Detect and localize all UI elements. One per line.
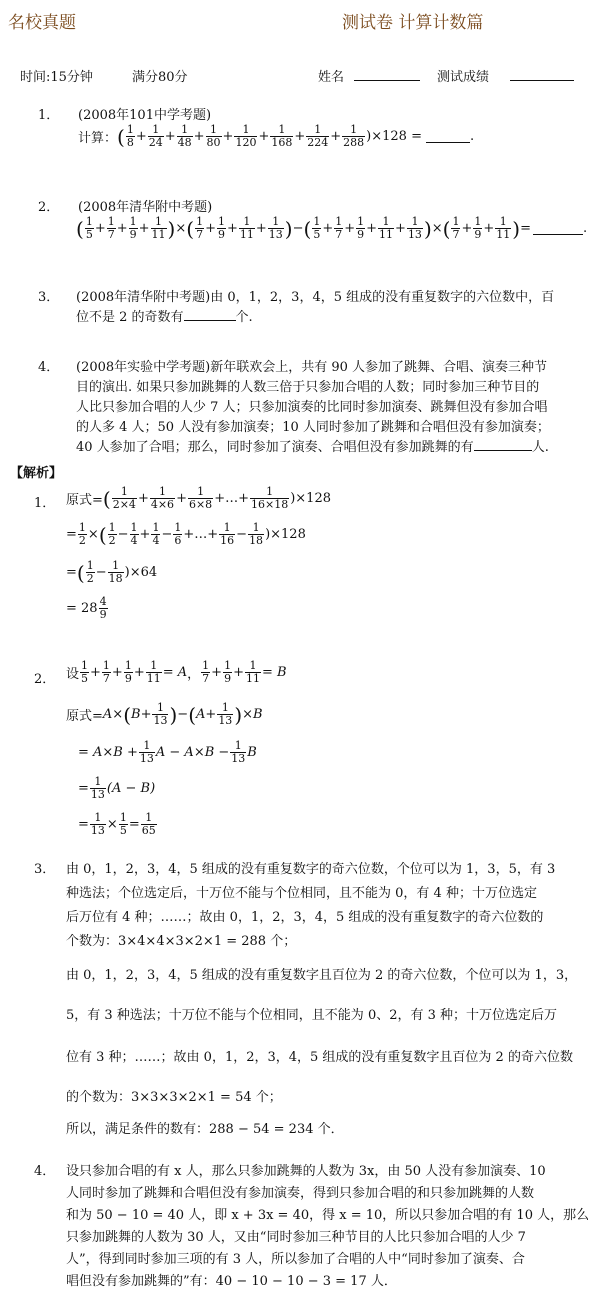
a1-row-2-fraction: $\frac{1}{16}$ [220,521,235,547]
a2-row-3-start: = A×B + [78,745,138,760]
a3-line-7: 位有 3 种；……；故由 0，1，2，3，4，5 组成的没有重复数字且百位为 2 的奇六位数 [66,1050,573,1065]
a1-row-1-fraction: $\frac{1}{2\times 4}$ [112,485,136,511]
q2-g2-fraction: $\frac{1}{9}$ [217,215,225,241]
result-blank[interactable] [510,80,574,81]
a2-answer-den: 65 [141,824,156,837]
a1-result-num: 4 [99,595,107,608]
q2-g4-fraction: $\frac{1}{7}$ [452,215,460,241]
q1-fraction: $\frac{1}{8}$ [126,123,134,149]
q1-fractions: $\frac{1}{8}$ + $\frac{1}{24}$ + $\frac{1}{48}$ + $\frac{1}{80}$ + $\frac{1}{120}$ + $\frac{1}{168}$ + $\frac{1}{224}$ + $\frac{1}{288}$ [126,123,365,149]
a2-row-3-end: B [247,745,257,760]
full-score-label: 满分80分 [132,70,188,85]
a3-line-8: 的个数为：3×3×3×2×1 = 54 个； [66,1090,282,1105]
q2-g4-fraction: $\frac{1}{11}$ [496,215,511,241]
a1-row-3-suffix: )×64 [124,565,158,580]
q2-group-4: $\frac{1}{7}$ + $\frac{1}{9}$ + $\frac{1}{11}$ [452,215,511,241]
a3-line-4: 个数为：3×4×4×3×2×1 = 288 个； [66,934,297,949]
q4-line-3: 人比只参加合唱的人少 7 人；只参加演奏的比同时参加演奏、跳舞但没有参加合唱 [76,400,548,415]
a1-row-3: = ( $\frac{1}{2}$ − $\frac{1}{18}$ )×64 [66,559,158,585]
a3-line-6: 5，有 3 种选法；十万位不能与个位相同，且不能为 0、2，有 3 种；十万位选定后万 [66,1008,558,1023]
q4-line-5-text: 40 人参加了合唱；那么，同时参加了演奏、合唱但没有参加跳舞的有 [76,440,474,455]
name-blank[interactable] [354,80,420,81]
q2-g1-fraction: $\frac{1}{5}$ [85,215,93,241]
q4-line-1: (2008年实验中学考题)新年联欢会上，共有 90 人参加了跳舞、合唱、演奏三种节 [76,360,548,375]
time-label: 时间:15分钟 [20,70,93,85]
a1-row-1: 原式= ( $\frac{1}{2\times 4}$ + $\frac{1}{4\times 6}$ + $\frac{1}{6\times 8}$ + … + $\frac{1}{16\times 18}$ )×128 [66,485,331,511]
q3-line-1: (2008年清华附中考题)由 0，1，2，3，4，5 组成的没有重复数字的六位数中，百 [76,290,555,305]
a3-line-2: 种选法；个位选定后，十万位不能与个位相同，且不能为 0，有 4 种；十万位选定 [66,886,537,901]
a1-row-2-fraction: $\frac{1}{2}$ [108,521,116,547]
a2-row-4-end: (A − B) [106,781,156,796]
analysis-title: 【解析】 [10,466,63,481]
q1-answer-blank[interactable] [426,130,470,143]
a1-row-2-fraction: $\frac{1}{18}$ [249,521,264,547]
a4-number: 4． [34,1164,56,1179]
a1-row-2-fractions: $\frac{1}{2}$ − $\frac{1}{4}$ + $\frac{1}{4}$ − $\frac{1}{6}$ + … + $\frac{1}{16}$ − $\frac{1}{18}$ [108,521,264,547]
q1-suffix: )×128 = [366,129,422,144]
a2-number: 2． [34,672,56,687]
q2-g2-fraction: $\frac{1}{7}$ [196,215,204,241]
q2-g4-fraction: $\frac{1}{9}$ [474,215,482,241]
a4-line-5: 人”，得到同时参加三项的有 3 人，所以参加了合唱的人中“同时参加了演奏、合 [66,1252,525,1267]
a1-row-1-suffix: )×128 [290,491,331,506]
q1-fraction: $\frac{1}{288}$ [343,123,365,149]
a4-line-2: 人同时参加了跳舞和合唱但没有参加演奏，得到只参加合唱的和只参加跳舞的人数 [66,1186,535,1201]
q2-answer-blank[interactable] [533,222,583,235]
a2-equals-b: = B [261,665,287,680]
q1-fraction: $\frac{1}{224}$ [307,123,329,149]
q3-number: 3． [38,290,60,305]
a2-row-3-mid: A − A×B − [155,745,230,760]
q2-g3-fraction: $\frac{1}{7}$ [335,215,343,241]
a2-equals-a: = A [162,665,188,680]
a2-set-label: 设 [66,667,80,682]
a1-result-whole: = 28 [66,601,98,616]
q4-answer-blank[interactable] [474,438,532,451]
q1-fraction: $\frac{1}{120}$ [235,123,257,149]
q4-line-4: 的人多 4 人；50 人没有参加演奏；10 人同时参加了跳舞和合唱但没有参加演奏； [76,420,550,435]
a1-row-1-fraction: $\frac{1}{4\times 6}$ [150,485,175,511]
a3-line-1: 由 0，1，2，3，4，5 组成的没有重复数字的奇六位数，个位可以为 1，3，5，有 3 [66,862,556,877]
q2-g1-fraction: $\frac{1}{11}$ [151,215,166,241]
a1-row-2-fraction: $\frac{1}{4}$ [130,521,138,547]
q1-fraction: $\frac{1}{48}$ [177,123,192,149]
a2-equals: = [128,817,140,832]
a2-row-4: = $\frac{1}{13}$ (A − B) [78,775,156,801]
q1-prefix: 计算： [78,131,118,146]
result-label: 测试成绩 [437,70,490,85]
a3-line-9: 所以，满足条件的数有：288 − 54 = 234 个． [66,1122,344,1137]
a1-row-2-suffix: )×128 [265,527,306,542]
a1-result-den: 9 [99,608,107,621]
a4-line-1: 设只参加合唱的有 x 人，那么只参加跳舞的人数为 3x，由 50 人没有参加演奏、10 [66,1164,546,1179]
a1-row-4 [66,596,109,621]
header-right-title: 测试卷 计算计数篇 [342,13,484,33]
a1-row-2-fraction: $\frac{1}{4}$ [152,521,160,547]
q2-g2-fraction: $\frac{1}{13}$ [268,215,283,241]
q3-line-2 [76,306,253,325]
a2-times: × [106,817,118,832]
q1-expression: 计算： ( $\frac{1}{8}$ + $\frac{1}{24}$ + $\frac{1}{48}$ + $\frac{1}{80}$ + $\frac{1}{120}$ + $\frac{1}{168}$ + $\frac{1}{224}$ + $\frac{1}{288}$ )×128 = . [78,123,475,149]
q1-number: 1． [38,108,60,123]
a2-row-3: = A×B + $\frac{1}{13}$ A − A×B − $\frac{1}{13}$ B [78,739,257,765]
a1-row-1-fraction: $\frac{1}{6\times 8}$ [188,485,213,511]
a1-number: 1． [34,496,56,511]
a1-row-2-fraction: $\frac{1}{6}$ [174,521,182,547]
q2-number: 2． [38,200,60,215]
a1-row-1-fraction: $\frac{1}{16\times 18}$ [251,485,289,511]
a1-row-2: = $\frac{1}{2}$ × ( $\frac{1}{2}$ − $\frac{1}{4}$ + $\frac{1}{4}$ − $\frac{1}{6}$ + … + $\frac{1}{16}$ − $\frac{1}{18}$ )×128 [66,521,306,547]
a3-line-3: 后万位有 4 种；……；故由 0，1，2，3，4，5 组成的没有重复数字的奇六位数的 [66,910,544,925]
q1-source: (2008年101中学考题) [78,108,212,123]
q2-group-2: $\frac{1}{7}$ + $\frac{1}{9}$ + $\frac{1}{11}$ + $\frac{1}{13}$ [196,215,283,241]
name-label: 姓名 [318,70,345,85]
q2-expression: ( $\frac{1}{5}$ + $\frac{1}{7}$ + $\frac{1}{9}$ + $\frac{1}{11}$ ) × ( $\frac{1}{7}$ + $\frac{1}{9}$ + $\frac{1}{11}$ + $\frac{1}{13}$ ) − ( $\frac{1}{5}$ + $\frac{1}{7}$ + $\frac{1}{9}$ + $\frac{1}{11}$ + $\frac{1}{13}$ ) × ( $\frac{1}{7}$ + $\frac{1}{9}$ + $\frac{1}{11}$ ) = . [76,215,588,241]
a2-row-1: 设 $\frac{1}{5}$ + $\frac{1}{7}$ + $\frac{1}{9}$ + $\frac{1}{11}$ = A ， $\frac{1}{7}$ + $\frac{1}{9}$ + $\frac{1}{11}$ = B [66,659,287,685]
q1-fraction: $\frac{1}{24}$ [148,123,163,149]
q4-line-5 [76,436,549,455]
a3-line-5: 由 0，1，2，3，4，5 组成的没有重复数字且百位为 2 的奇六位数，个位可以为 1，3， [66,968,578,983]
q2-g3-fraction: $\frac{1}{13}$ [407,215,422,241]
q2-g1-fraction: $\frac{1}{9}$ [129,215,137,241]
q4-number: 4． [38,360,60,375]
a2-row-5: = $\frac{1}{13}$ × $\frac{1}{5}$ = $\frac{1}{65}$ [78,811,156,837]
q2-group-3: $\frac{1}{5}$ + $\frac{1}{7}$ + $\frac{1}{9}$ + $\frac{1}{11}$ + $\frac{1}{13}$ [313,215,422,241]
a4-line-4: 只参加跳舞的人数为 30 人，又由“同时参加三种节目的人比只参加合唱的人少 7 [66,1230,526,1245]
q1-fraction: $\frac{1}{80}$ [206,123,221,149]
a2-label: 原式= [66,709,103,724]
q1-fraction: $\frac{1}{168}$ [271,123,293,149]
q3-answer-blank[interactable] [184,308,236,321]
q2-g3-fraction: $\frac{1}{5}$ [313,215,321,241]
q2-g1-fraction: $\frac{1}{7}$ [107,215,115,241]
q3-line-2-text: 位不是 2 的奇数有 [76,310,184,325]
q2-group-1: $\frac{1}{5}$ + $\frac{1}{7}$ + $\frac{1}{9}$ + $\frac{1}{11}$ [85,215,166,241]
q2-g3-fraction: $\frac{1}{11}$ [379,215,394,241]
a4-line-6: 唱但没有参加跳舞的”有：40 − 10 − 10 − 3 = 17 人． [66,1274,397,1289]
a1-label: 原式= [66,493,103,508]
q4-line-2: 目的演出. 如果只参加跳舞的人数三倍于只参加合唱的人数；同时参加三种节目的 [76,380,540,395]
a2-row-2: 原式= A × ( B + $\frac{1}{13}$ ) − ( A + $\frac{1}{13}$ ) × B [66,701,263,727]
q4-line-5-end: 人. [531,440,549,455]
q2-source: (2008年清华附中考题) [78,200,213,215]
a4-line-3: 和为 50 − 10 = 40 人，即 x + 3x = 40，得 x = 10，所以只参加合唱的有 10 人，那么 [66,1208,590,1223]
q2-g2-fraction: $\frac{1}{11}$ [239,215,254,241]
a1-row-1-fractions: $\frac{1}{2\times 4}$ + $\frac{1}{4\times 6}$ + $\frac{1}{6\times 8}$ + … + $\frac{1}{16\times 18}$ [112,485,289,511]
header-left-title: 名校真题 [8,13,76,33]
a3-number: 3． [34,862,56,877]
q2-g3-fraction: $\frac{1}{9}$ [357,215,365,241]
q3-line-2-end: 个. [235,310,253,325]
